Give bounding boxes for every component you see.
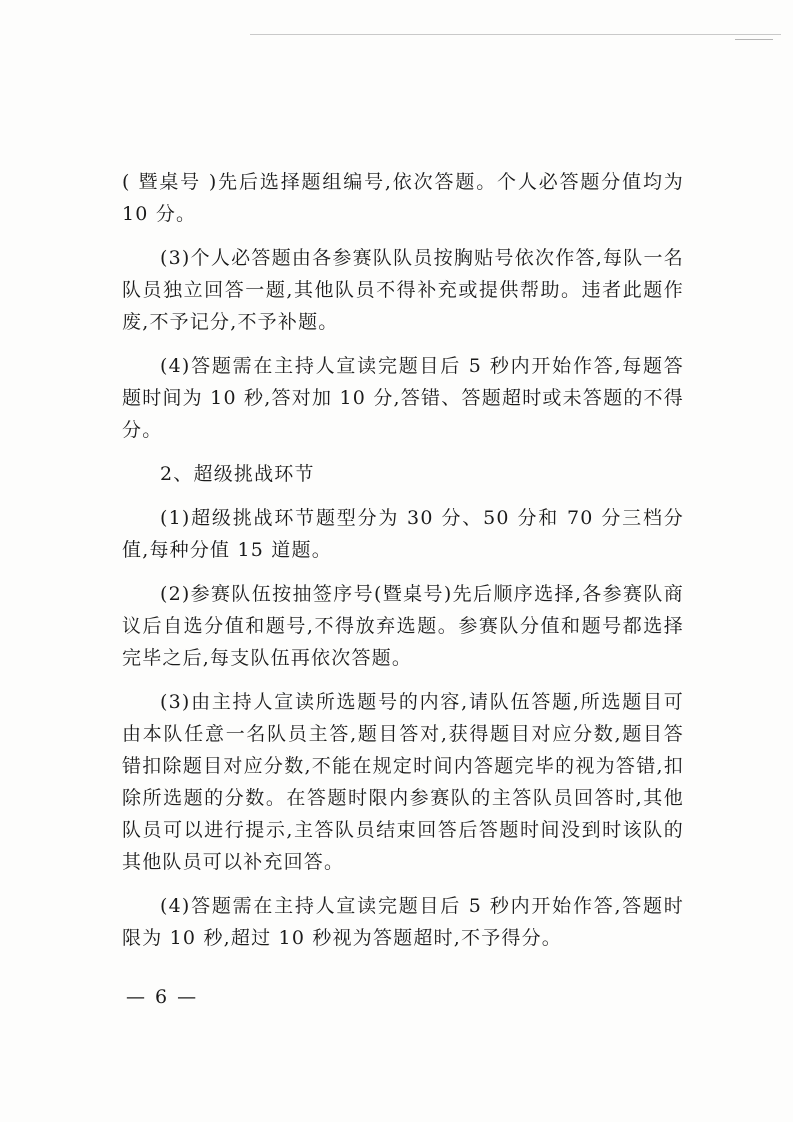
- paragraph-challenge-3: (3)由主持人宣读所选题号的内容,请队伍答题,所选题目可由本队任意一名队员主答,题目答对,获得题目对应分数,题目答错扣除题目对应分数,不能在规定时间内答题完毕的视为答错,扣除所选题的分数。在答题时限内参赛队的主答队员回答时,其他队员可以进行提示,主答队员结束回答后答题时间没到时该队的其他队员可以补充回答。: [122, 691, 684, 873]
- scan-top-rule: [250, 34, 781, 35]
- paragraph-challenge-4: (4)答题需在主持人宣读完题目后 5 秒内开始作答,答题时限为 10 秒,超过 10 秒视为答题超时,不予得分。: [122, 895, 684, 949]
- paragraph-continuation: ( 暨桌号 )先后选择题组编号,依次答题。个人必答题分值均为 10 分。: [122, 171, 684, 225]
- paragraph-item-3: (3)个人必答题由各参赛队队员按胸贴号依次作答,每队一名队员独立回答一题,其他队员不得补充或提供帮助。违者此题作废,不予记分,不予补题。: [122, 247, 684, 333]
- document-body: [122, 166, 684, 966]
- paragraph-challenge-1: (1)超级挑战环节题型分为 30 分、50 分和 70 分三档分值,每种分值 15 道题。: [122, 507, 684, 561]
- paragraph-challenge-2: (2)参赛队伍按抽签序号(暨桌号)先后顺序选择,各参赛队商议后自选分值和题号,不得放弃选题。参赛队分值和题号都选择完毕之后,每支队伍再依次答题。: [122, 583, 684, 669]
- section-heading-super-challenge: 2、超级挑战环节: [160, 463, 315, 485]
- scan-top-rule-short: [735, 39, 773, 40]
- page-number: — 6 —: [126, 986, 199, 1008]
- paragraph-item-4: (4)答题需在主持人宣读完题目后 5 秒内开始作答,每题答题时间为 10 秒,答对加 10 分,答错、答题超时或未答题的不得分。: [122, 355, 684, 441]
